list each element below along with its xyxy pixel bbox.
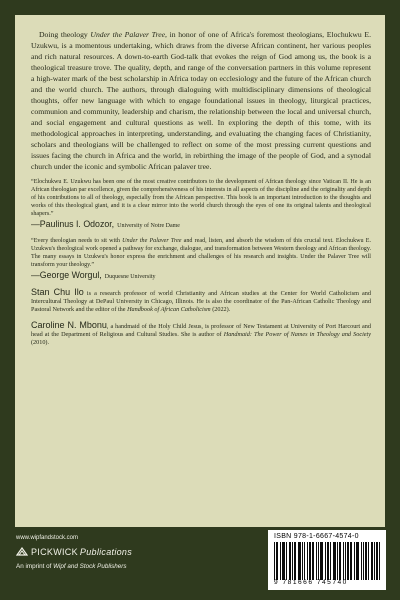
barcode-digits: 9 781666 745740: [274, 579, 348, 586]
publisher-block: [16, 535, 132, 570]
blurb-lead: Doing theology: [39, 30, 91, 39]
editor-bio-2-text: , a handmaid of the Holy Child Jesus, is professor of New Testament at University of Port Harcourt and head at the Department of Religious and Cultural Studies. She is author of: [31, 322, 371, 338]
editor-bio-1-title: Handbook of African Catholicism: [127, 306, 211, 314]
publisher-name-suffix: Publications: [79, 547, 133, 557]
publisher-logo: [16, 547, 132, 557]
publisher-name: PICKWICK: [31, 547, 78, 557]
editor-bio-1: [31, 288, 371, 315]
editor-bio-2-end: (2010).: [31, 339, 50, 347]
quote-2-lead: “Every theologian needs to sit with: [31, 238, 123, 244]
quote-2-book-title: Under the Palaver Tree: [122, 238, 182, 244]
endorser-name-2: —George Worgul,: [31, 270, 102, 280]
quote-2-text: and read, listen, and absorb the wisdom of this crucial text. Elochukwu E. Uzukwu's theological work opened a pathway for exchange, dialogue, and transformation between Western theology and African theology. The many essays in Uzukwu's honor express the enrichment and challenges of his research and insights. Under the Palaver Tree will transform your theology.”: [31, 238, 371, 268]
editor-bio-1-text: is a research professor of world Christianity and African studies at the Center for World Catholicism and Intercultural Theology at DePaul University in Chicago, Illinois. He is also the coordinator of the Pan-African Catholic Theology and Pastoral Network and the editor of the: [31, 290, 371, 314]
quote-1-text: “Elochukwu E. Uzukwu has been one of the most creative contributors to the development of African theology since Vatican II. He is an African theologian par excellence, given the comprehensiveness of his interests in all aspects of the discipline and the originality and depth of his contributions to all of theology, especially from the African perspective. This book is an important introduction to the thoughts and works of this theological giant, and it is a clear mirror into the world church through the eyes of one its original talents and theological shapers.”: [31, 179, 371, 217]
isbn-label: ISBN 978-1-6667-4574-0: [274, 533, 359, 540]
endorser-affiliation-1: University of Notre Dame: [117, 223, 180, 229]
imprint-prefix: An imprint of: [16, 563, 54, 570]
pickwick-logo-icon: [16, 547, 28, 557]
imprint-name: Wipf and Stock Publishers: [53, 563, 127, 570]
endorsement-quote-1: [31, 178, 371, 218]
editor-bio-2-title: Handmaid: The Power of Names in Theology and Society: [223, 330, 372, 338]
barcode-box: [268, 530, 386, 590]
blurb-book-title: Under the Palaver Tree: [90, 30, 166, 39]
endorser-name-1: —Paulinus I. Odozor,: [31, 219, 115, 229]
barcode-icon: [274, 542, 380, 580]
blurb-paragraph: [31, 29, 371, 172]
endorsement-attribution-1: [31, 219, 371, 229]
editor-bio-1-end: (2022).: [210, 306, 231, 314]
imprint-line: [16, 563, 132, 570]
text-panel: [15, 15, 385, 527]
editor-name-2: Caroline N. Mbonu: [31, 319, 107, 330]
publisher-url[interactable]: www.wipfandstock.com: [16, 535, 79, 541]
blurb-body: , in honor of one of Africa's foremost theologians, Elochukwu E. Uzukwu, is a momentous undertaking, which draws from the diverse African continent, her various peoples and rich natural resources. A down-to-earth God-talk that evokes the reign of God among us, the book is a theological treasure trove. The quality, depth, and range of the conversation partners in this volume represent a high-water mark of the best scholarship in Africa today on ecclesiology and the future of the African church and the world church. The authors, through dialoguing with multidisciplinary dimensions of theological thoughts, offer new language with which to engage foundational issues in theology, liturgical practices, communion and community, leadership and charism, the relationship between the local and universal church, and social engagement and cultural questions as well. In exploring the depth of this tome, with its methodological approaches in interpreting, understanding, and evaluating the changing faces of Christianity, scholars and theologians will be challenged to reflect on some of the most pressing current questions and issues facing the church in Africa and the world, in rebirthing the image of the people of God, and a synodal church under the iconic and symbolic African palaver tree.: [31, 30, 371, 171]
editor-name-1: Stan Chu Ilo: [31, 287, 84, 297]
editor-bio-2: [31, 321, 371, 348]
endorser-affiliation-2: Duquesne University: [104, 274, 156, 280]
endorsement-attribution-2: [31, 270, 371, 280]
endorsement-quote-2: [31, 237, 371, 269]
